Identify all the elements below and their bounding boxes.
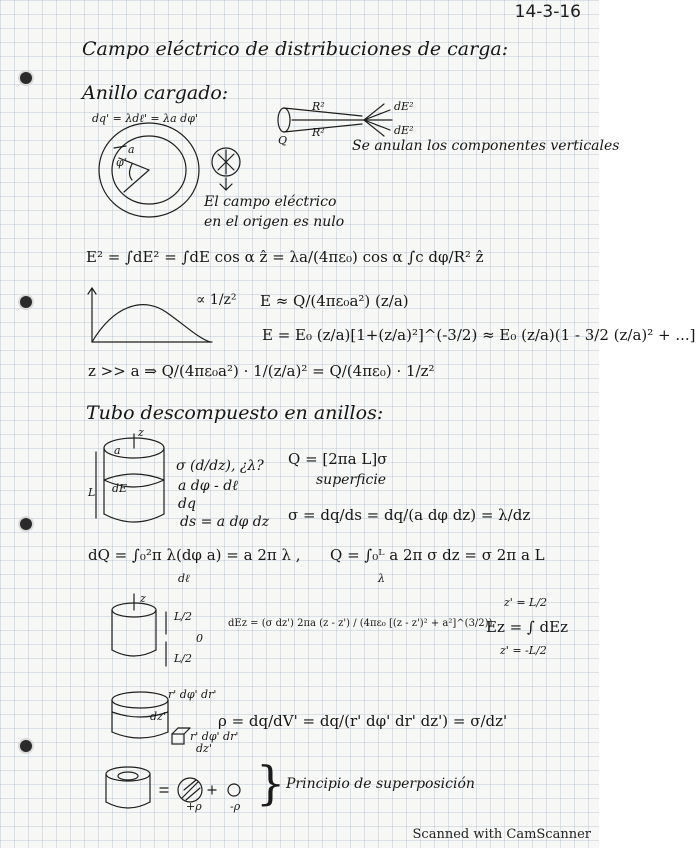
vector-r-top: R² bbox=[312, 100, 325, 113]
proportional-label: ∝ 1/z² bbox=[196, 292, 237, 308]
origin-note-line1: El campo eléctrico bbox=[204, 194, 337, 210]
solid-dz-label: dz' bbox=[150, 710, 166, 723]
field-zero-label: 0 bbox=[196, 632, 203, 645]
dq-label: dq bbox=[178, 496, 196, 512]
binder-hole-1 bbox=[20, 72, 32, 84]
plus-rho-label: +ρ bbox=[186, 800, 202, 813]
superposition-label: Principio de superposición bbox=[286, 776, 475, 792]
page-date: 14-3-16 bbox=[514, 2, 581, 22]
de-label-bottom: dE² bbox=[394, 124, 414, 137]
dq-equation: dQ = ∫₀²π λ(dφ a) = a 2π λ , bbox=[88, 546, 301, 564]
ring-angle-label: φ' bbox=[116, 156, 127, 169]
dez-equation: dEz = (σ dz') 2πa (z - z') / (4πε₀ [(z - z')² + a²]^(3/2)) bbox=[228, 618, 493, 629]
dl-label: dℓ bbox=[178, 572, 190, 585]
vector-r-bottom: R² bbox=[312, 126, 325, 139]
cube-label-1: r' dφ' dr' bbox=[190, 730, 239, 743]
de-label-top: dE² bbox=[394, 100, 414, 113]
page-title: Campo eléctrico de distribuciones de carga: bbox=[82, 38, 509, 60]
ez-lower-limit: z' = -L/2 bbox=[500, 644, 547, 657]
ring-diagram bbox=[94, 118, 204, 223]
tube-diagram bbox=[92, 430, 182, 530]
ring-radius-label: a bbox=[128, 143, 135, 156]
tube-de-label: dE bbox=[112, 482, 128, 495]
ring-charge-label: dq' = λdℓ' = λa dφ' bbox=[92, 112, 198, 125]
ez-equation: Ez = ∫ dEz bbox=[486, 618, 568, 636]
superposition-brace: } bbox=[256, 756, 286, 810]
q-integral-equation: Q = ∫₀ᴸ a 2π σ dz = σ 2π a L bbox=[330, 546, 545, 564]
tube-axis-label: z bbox=[138, 426, 144, 439]
binder-hole-4 bbox=[20, 740, 32, 752]
minus-rho-label: -ρ bbox=[230, 800, 241, 813]
binder-hole-2 bbox=[20, 296, 32, 308]
field-equation-approx: E ≈ Q/(4πε₀a²) (z/a) bbox=[260, 292, 409, 310]
ds-label: ds = a dφ dz bbox=[180, 514, 270, 530]
ez-upper-limit: z' = L/2 bbox=[504, 596, 548, 609]
ring-heading: Anillo cargado: bbox=[82, 82, 229, 104]
sigma-equation: σ = dq/ds = dq/(a dφ dz) = λ/dz bbox=[288, 506, 531, 524]
lambda-label: λ bbox=[378, 572, 385, 585]
limit-equation: z >> a ⇒ Q/(4πε₀a²) · 1/(z/a)² = Q/(4πε₀) · 1/z² bbox=[88, 362, 435, 380]
cancel-note: Se anulan los componentes verticales bbox=[352, 138, 620, 154]
total-charge-equation: Q = [2πa L]σ bbox=[288, 450, 388, 468]
binder-hole-3 bbox=[20, 518, 32, 530]
point-q: Q bbox=[278, 134, 288, 147]
field-top-label: L/2 bbox=[174, 610, 193, 623]
tube-heading: Tubo descompuesto en anillos: bbox=[86, 402, 384, 424]
scanner-watermark: Scanned with CamScanner bbox=[412, 827, 591, 842]
adphi-label: a dφ - dℓ bbox=[178, 478, 238, 494]
origin-field-sketch bbox=[208, 146, 244, 192]
origin-note-line2: en el origen es nulo bbox=[204, 214, 345, 230]
rho-equation: ρ = dq/dV' = dq/(r' dφ' dr' dz') = σ/dz' bbox=[218, 712, 508, 730]
ring-integral-equation: E² = ∫dE² = ∫dE cos α ẑ = λa/(4πε₀) cos α ∫c dφ/R² ẑ bbox=[86, 248, 484, 266]
field-equation-exact: E = E₀ (z/a)[1+(z/a)²]^(-3/2) ≈ E₀ (z/a)(1 - 3/2 (z/a)² + ...] bbox=[262, 326, 696, 344]
cube-label-2: dz' bbox=[196, 742, 212, 755]
surface-word: superficie bbox=[316, 472, 387, 488]
solid-ring-label: r' dφ' dr' bbox=[168, 688, 217, 701]
field-axis-label: z bbox=[140, 592, 146, 605]
tube-radius-label: a bbox=[114, 444, 121, 457]
sigma-note: σ (d/dz), ¿λ? bbox=[176, 458, 264, 474]
field-bottom-label: L/2 bbox=[174, 652, 193, 665]
tube-length-label: L bbox=[88, 486, 96, 499]
